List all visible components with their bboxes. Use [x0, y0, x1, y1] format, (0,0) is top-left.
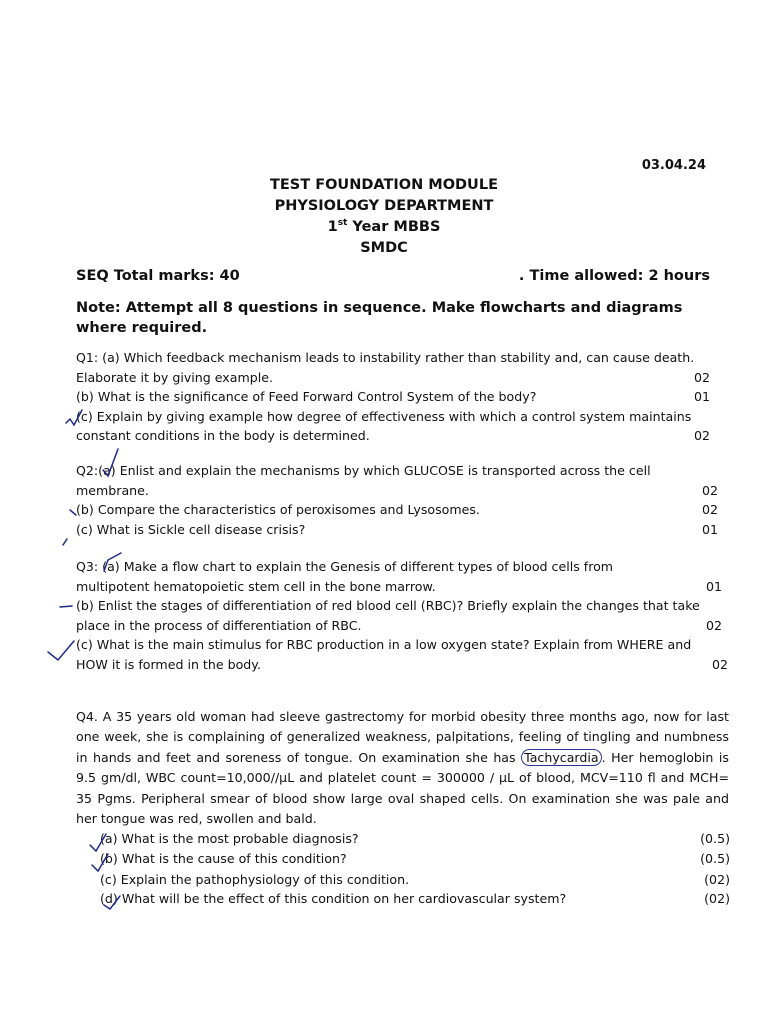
- q3-a-line2: [76, 577, 722, 597]
- q4-highlight-word: Tachycardia: [521, 749, 602, 766]
- module-title: TEST FOUNDATION MODULE: [270, 177, 498, 193]
- q3-b-line2: [76, 616, 722, 636]
- q1-a-marks: 02: [693, 369, 710, 385]
- q1-b-text: (b) What is the significance of Feed Forward Control System of the body?: [76, 389, 537, 404]
- instructions-note: Note: Attempt all 8 questions in sequence. Make flowcharts and diagrams where required.: [76, 300, 683, 336]
- time-allowed: . Time allowed: 2 hours: [518, 268, 710, 284]
- q1-c-text: (c) Explain by giving example how degree of effectiveness with which a control system maintains: [76, 408, 692, 424]
- q3-a-marks: 01: [705, 578, 722, 594]
- q3-b-marks: 02: [705, 617, 722, 633]
- q4-a-text: (a) What is the most probable diagnosis?: [100, 831, 359, 846]
- q2-c-marks: 01: [701, 521, 718, 537]
- q3-a-text: Q3: (a) Make a flow chart to explain the Genesis of different types of blood cells from: [76, 559, 614, 574]
- q2-a-line2: [76, 481, 722, 501]
- q1-c-line1: [76, 407, 722, 427]
- q3-c-text: (c) What is the main stimulus for RBC production in a low oxygen state? Explain from WHERE and: [76, 637, 692, 652]
- q4-d-text: (d) What will be the effect of this condition on her cardiovascular system?: [100, 891, 567, 906]
- college-title: SMDC: [360, 240, 408, 256]
- q3-a-line1: [76, 557, 722, 577]
- q4-stem-text-cont: . Her hemoglobin is 9.5 gm/dl, WBC count=10,000//µL and platelet count = 300000 / µL of blood, MCV=110 fl and MCH= 35 Pgms. Peripheral smear of blood show large oval shaped cells. On examination she was pale and her tongue was red, swollen and bald.: [76, 749, 729, 827]
- question-4-stem: [76, 707, 729, 829]
- q4-c-text: (c) Explain the pathophysiology of this condition.: [100, 872, 410, 887]
- q4-stem-text: Q4. A 35 years old woman had sleeve gastrectomy for morbid obesity three months ago, now for last one week, she is complaining of generalized weakness, palpitations, feeling of tingling and numbness in hands and feet and soreness of tongue. On examination she has: [76, 709, 729, 765]
- q4-c-line: [100, 872, 730, 887]
- q4-b-text: (b) What is the cause of this condition?: [100, 851, 347, 866]
- q1-c-text-cont: constant conditions in the body is determined.: [76, 428, 370, 443]
- q4-a-line: [100, 831, 730, 846]
- q4-d-marks: (02): [704, 891, 730, 906]
- department-title: PHYSIOLOGY DEPARTMENT: [274, 198, 494, 214]
- q1-a-line1: [76, 348, 722, 368]
- q2-a-line1: [76, 461, 722, 481]
- q3-c-marks: 02: [711, 656, 728, 672]
- question-2: [76, 461, 722, 539]
- q1-c-line2: [76, 426, 722, 446]
- q3-a-text-cont: multipotent hematopoietic stem cell in the bone marrow.: [76, 578, 436, 594]
- q3-c-text-cont: HOW it is formed in the body.: [76, 656, 261, 672]
- q2-b-text: (b) Compare the characteristics of peroxisomes and Lysosomes.: [76, 502, 480, 517]
- q1-a-text: Q1: (a) Which feedback mechanism leads to instability rather than stability and, can cause death.: [76, 350, 695, 365]
- check-mark-q3c: [48, 641, 74, 660]
- year-title: [0, 218, 768, 235]
- q4-a-marks: (0.5): [700, 831, 730, 846]
- q2-a-marks: 02: [701, 482, 718, 498]
- q3-c-line2: [76, 655, 728, 675]
- year-number: 1: [327, 218, 338, 235]
- question-1: [76, 348, 722, 446]
- q3-b-text: (b) Enlist the stages of differentiation of red blood cell (RBC)? Briefly explain the changes that take: [76, 598, 700, 613]
- q2-b-marks: 02: [701, 502, 718, 517]
- q4-b-line: [100, 851, 730, 866]
- year-text: Year MBBS: [347, 218, 441, 235]
- q2-a-text: Q2:(a) Enlist and explain the mechanisms by which GLUCOSE is transported across the cell: [76, 463, 651, 478]
- total-marks: SEQ Total marks: 40: [76, 268, 240, 284]
- q1-a-text-cont: Elaborate it by giving example.: [76, 369, 273, 385]
- q3-b-line1: [76, 596, 722, 616]
- q1-b-line: [76, 387, 722, 407]
- q3-c-line1: [76, 635, 722, 655]
- q1-c-marks: 02: [693, 428, 710, 443]
- q4-c-marks: (02): [704, 872, 730, 887]
- q4-d-line: [100, 891, 730, 906]
- check-mark-q3b: [60, 606, 72, 607]
- q1-b-marks: 01: [693, 389, 710, 404]
- q1-a-line2: [76, 368, 722, 388]
- q4-b-marks: (0.5): [700, 851, 730, 866]
- q2-b-line: [76, 500, 722, 520]
- q3-b-text-cont: place in the process of differentiation of RBC.: [76, 617, 362, 633]
- exam-date: 03.04.24: [641, 158, 706, 173]
- stray-stroke-q2: [63, 539, 67, 545]
- q2-c-text: (c) What is Sickle cell disease crisis?: [76, 521, 306, 537]
- q2-c-line: [76, 520, 722, 540]
- year-suffix: st: [337, 218, 348, 228]
- q2-a-text-cont: membrane.: [76, 482, 149, 498]
- question-3: [76, 557, 728, 674]
